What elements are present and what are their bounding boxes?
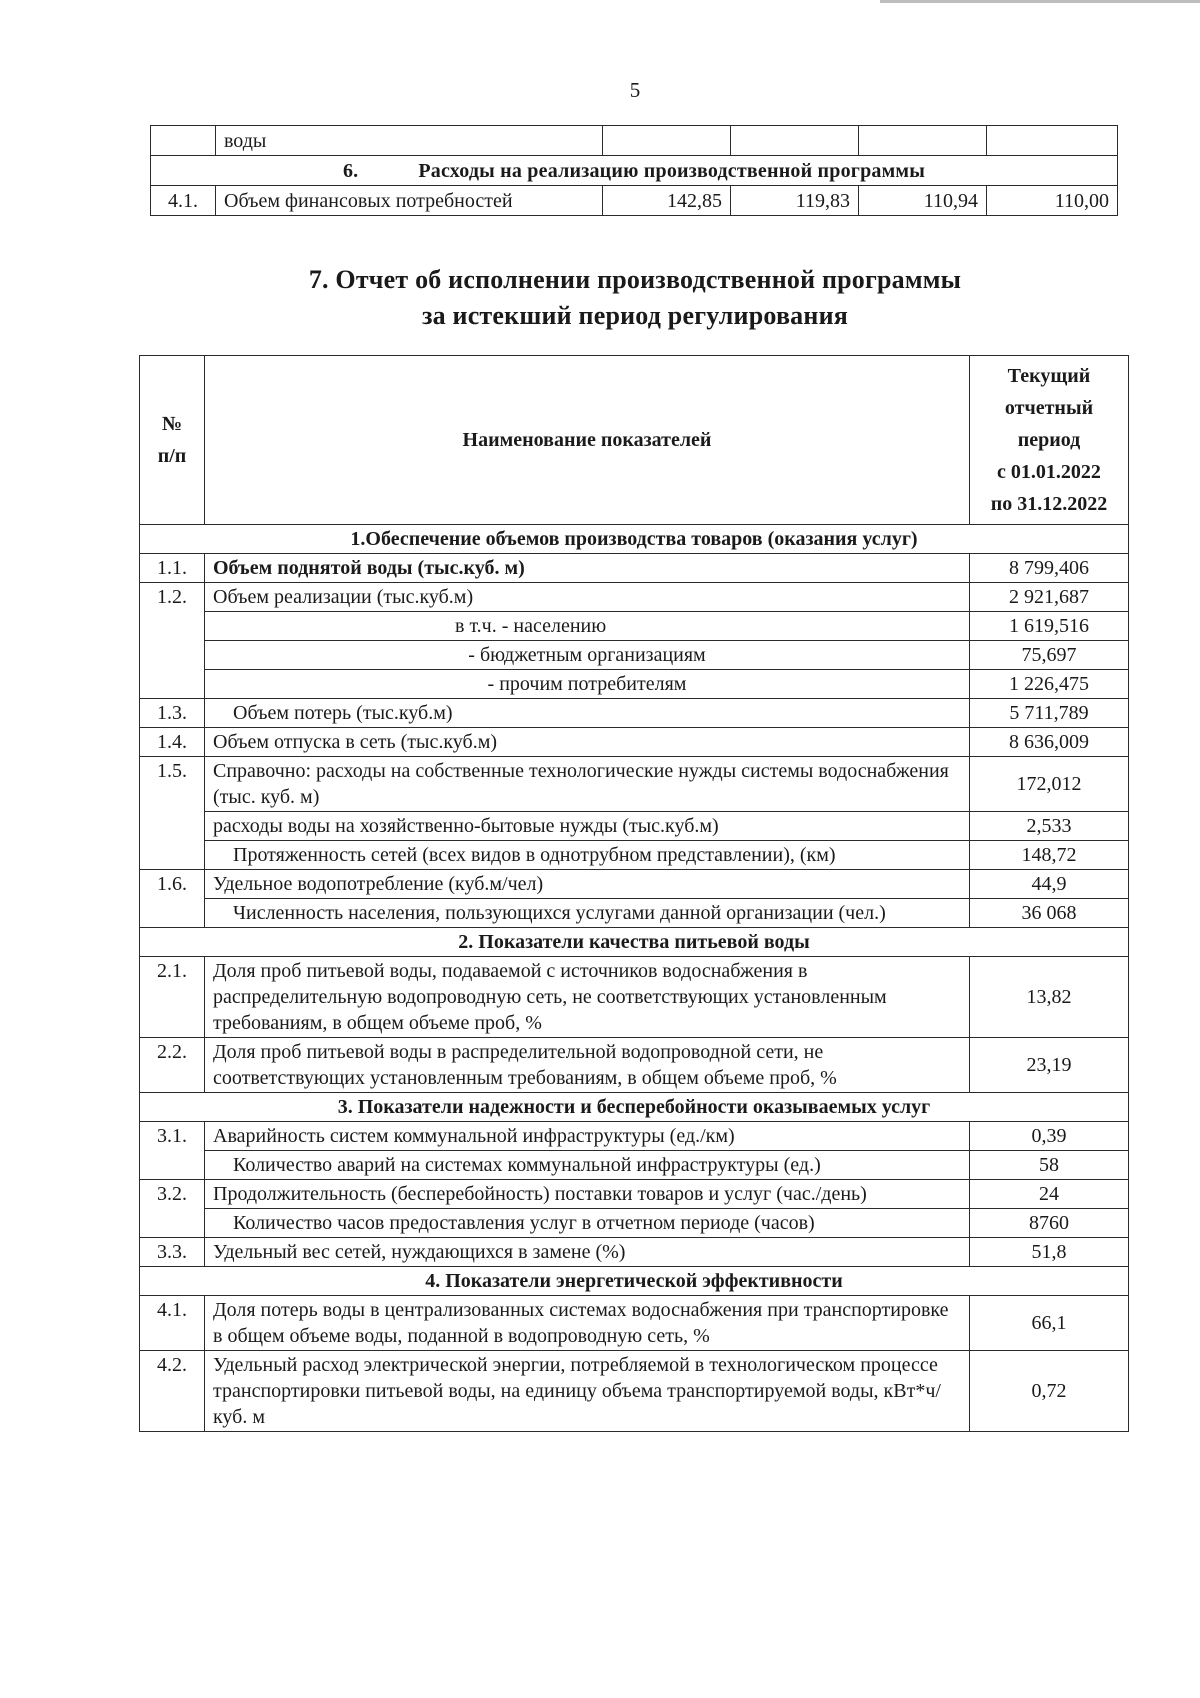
row-label: Доля проб питьевой воды в распределительной водопроводной сети, не соответствующих установленным требованиям, в общем объеме проб, %	[205, 1038, 970, 1093]
table-row	[140, 699, 1129, 728]
row-index: 4.2.	[140, 1351, 205, 1432]
section-heading: 4. Показатели энергетической эффективности	[140, 1267, 1129, 1296]
row-value: 1 619,516	[970, 612, 1129, 641]
row-label: Справочно: расходы на собственные технологические нужды системы водоснабжения (тыс. куб. м)	[205, 757, 970, 812]
row-value: 148,72	[970, 841, 1129, 870]
section-row	[151, 156, 1118, 186]
row-value: 142,85	[603, 186, 731, 216]
row-value: 110,94	[859, 186, 987, 216]
row-value: 0,72	[970, 1351, 1129, 1432]
table-row	[140, 1180, 1129, 1209]
section-row	[140, 1267, 1129, 1296]
section-row	[140, 1093, 1129, 1122]
table-row	[140, 757, 1129, 812]
row-index	[151, 126, 216, 156]
table-row	[140, 1296, 1129, 1351]
row-value: 51,8	[970, 1238, 1129, 1267]
row-value	[987, 126, 1118, 156]
row-index: 2.2.	[140, 1038, 205, 1093]
header-period: Текущий отчетный период с 01.01.2022 по 31.12.2022	[970, 356, 1129, 525]
row-value: 119,83	[731, 186, 859, 216]
row-value	[731, 126, 859, 156]
table-row	[140, 1209, 1129, 1238]
table-row	[140, 841, 1129, 870]
scan-edge-rule	[880, 0, 1200, 3]
table-row	[140, 1038, 1129, 1093]
row-index: 4.1.	[151, 186, 216, 216]
row-label: Количество часов предоставления услуг в отчетном периоде (часов)	[205, 1209, 970, 1238]
row-value	[859, 126, 987, 156]
row-label: в т.ч. - населению	[205, 612, 970, 641]
row-label: Продолжительность (бесперебойность) поставки товаров и услуг (час./день)	[205, 1180, 970, 1209]
row-index: 3.1.	[140, 1122, 205, 1180]
row-index: 1.1.	[140, 554, 205, 583]
row-index: 1.5.	[140, 757, 205, 870]
table-row	[140, 899, 1129, 928]
row-label: Удельное водопотребление (куб.м/чел)	[205, 870, 970, 899]
page-number: 5	[629, 78, 641, 102]
row-label: Протяженность сетей (всех видов в однотрубном представлении), (км)	[205, 841, 970, 870]
table-row	[140, 554, 1129, 583]
row-value: 24	[970, 1180, 1129, 1209]
table-row	[140, 957, 1129, 1038]
row-value: 23,19	[970, 1038, 1129, 1093]
table-row	[140, 612, 1129, 641]
row-value: 8760	[970, 1209, 1129, 1238]
row-value: 172,012	[970, 757, 1129, 812]
table-row	[140, 641, 1129, 670]
table-row	[140, 728, 1129, 757]
row-value: 13,82	[970, 957, 1129, 1038]
table-header-row	[140, 356, 1129, 525]
row-index: 2.1.	[140, 957, 205, 1038]
row-value	[603, 126, 731, 156]
row-label: Объем потерь (тыс.куб.м)	[205, 699, 970, 728]
row-index: 1.2.	[140, 583, 205, 699]
row-value: 110,00	[987, 186, 1118, 216]
row-value: 66,1	[970, 1296, 1129, 1351]
row-label: Объем реализации (тыс.куб.м)	[205, 583, 970, 612]
row-label: расходы воды на хозяйственно-бытовые нужды (тыс.куб.м)	[205, 812, 970, 841]
section-heading: 2. Показатели качества питьевой воды	[140, 928, 1129, 957]
section-row	[140, 525, 1129, 554]
row-label: Удельный расход электрической энергии, потребляемой в технологическом процессе транспортировки питьевой воды, на единицу объема транспортируемой воды, кВт*ч/куб. м	[205, 1351, 970, 1432]
row-label: Доля потерь воды в централизованных системах водоснабжения при транспортировке в общем объеме воды, поданной в водопроводную сеть, %	[205, 1296, 970, 1351]
section-row	[140, 928, 1129, 957]
row-index: 1.3.	[140, 699, 205, 728]
program-execution-report-table	[139, 355, 1129, 1432]
section-heading	[151, 156, 1118, 186]
row-index: 1.6.	[140, 870, 205, 928]
table-row	[151, 186, 1118, 216]
table-row	[140, 583, 1129, 612]
row-value: 1 226,475	[970, 670, 1129, 699]
section-heading: 3. Показатели надежности и бесперебойности оказываемых услуг	[140, 1093, 1129, 1122]
row-label: Доля проб питьевой воды, подаваемой с источников водоснабжения в распределительную водопроводную сеть, не соответствующих установленным требованиям, в общем объеме проб, %	[205, 957, 970, 1038]
section-heading: 1.Обеспечение объемов производства товаров (оказания услуг)	[140, 525, 1129, 554]
table-row	[140, 1238, 1129, 1267]
row-index: 4.1.	[140, 1296, 205, 1351]
report-title-line: 7. Отчет об исполнении производственной программы	[308, 265, 962, 294]
row-value: 8 636,009	[970, 728, 1129, 757]
row-label: Объем финансовых потребностей	[216, 186, 603, 216]
row-index: 3.3.	[140, 1238, 205, 1267]
row-label: - бюджетным организациям	[205, 641, 970, 670]
row-value: 8 799,406	[970, 554, 1129, 583]
row-value: 5 711,789	[970, 699, 1129, 728]
row-value: 0,39	[970, 1122, 1129, 1151]
header-number: № п/п	[140, 356, 205, 525]
row-label: Объем отпуска в сеть (тыс.куб.м)	[205, 728, 970, 757]
section-title: Расходы на реализацию производственной программы	[418, 159, 926, 182]
report-title	[0, 262, 1200, 334]
table-row	[140, 670, 1129, 699]
section-number: 6.	[342, 159, 359, 182]
row-label: Аварийность систем коммунальной инфраструктуры (ед./км)	[205, 1122, 970, 1151]
row-value: 36 068	[970, 899, 1129, 928]
production-program-table-continuation	[150, 125, 1118, 216]
report-title-line: за истекший период регулирования	[421, 301, 849, 330]
header-name: Наименование показателей	[205, 356, 970, 525]
row-value: 44,9	[970, 870, 1129, 899]
table-row	[140, 1122, 1129, 1151]
table-row	[151, 126, 1118, 156]
row-label: Количество аварий на системах коммунальной инфраструктуры (ед.)	[205, 1151, 970, 1180]
table-row	[140, 870, 1129, 899]
row-label: - прочим потребителям	[205, 670, 970, 699]
row-index: 1.4.	[140, 728, 205, 757]
row-label: Численность населения, пользующихся услугами данной организации (чел.)	[205, 899, 970, 928]
table-row	[140, 1351, 1129, 1432]
row-label: Удельный вес сетей, нуждающихся в замене (%)	[205, 1238, 970, 1267]
row-value: 2,533	[970, 812, 1129, 841]
row-index: 3.2.	[140, 1180, 205, 1238]
row-label: Объем поднятой воды (тыс.куб. м)	[205, 554, 970, 583]
table-row	[140, 1151, 1129, 1180]
row-value: 58	[970, 1151, 1129, 1180]
row-value: 75,697	[970, 641, 1129, 670]
table-row	[140, 812, 1129, 841]
row-label: воды	[216, 126, 603, 156]
row-value: 2 921,687	[970, 583, 1129, 612]
